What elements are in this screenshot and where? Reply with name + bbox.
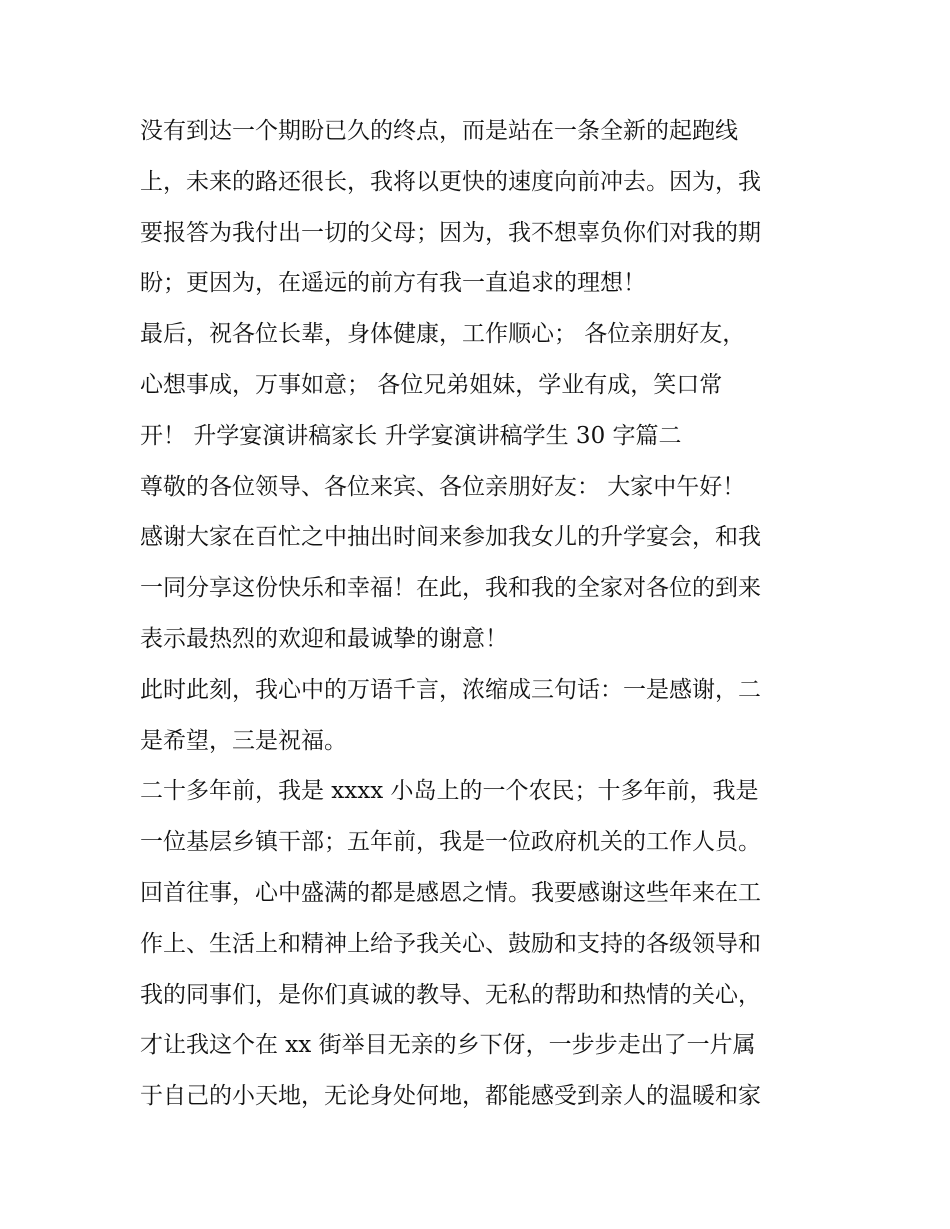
text-line: 是希望，三是祝福。 <box>140 727 347 754</box>
body-text <box>140 106 820 1122</box>
text-line: 上，未来的路还很长，我将以更快的速度向前冲去。因为，我 <box>140 168 761 195</box>
text-line: 此时此刻，我心中的万语千言，浓缩成三句话：一是感谢，二 <box>140 676 761 703</box>
text-line: 于自己的小天地，无论身处何地，都能感受到亲人的温暖和家 <box>140 1083 761 1110</box>
text-line: 没有到达一个期盼已久的终点，而是站在一条全新的起跑线 <box>140 118 738 144</box>
text-line: 尊敬的各位领导、各位来宾、各位亲朋好友： 大家中午好！ <box>140 473 746 500</box>
text-line: 作上、生活上和精神上给予我关心、鼓励和支持的各级领导和 <box>140 930 761 957</box>
text-line: 才让我这个在 xx 街举目无亲的乡下伢，一步步走出了一片属 <box>140 1032 756 1059</box>
text-line: 开！ 升学宴演讲稿家长 升学宴演讲稿学生 30 字篇二 <box>140 422 682 449</box>
text-line: 要报答为我付出一切的父母；因为，我不想辜负你们对我的期 <box>140 219 761 246</box>
text-line: 盼；更因为，在遥远的前方有我一直追求的理想！ <box>140 270 646 297</box>
text-line: 二十多年前，我是 xxxx 小岛上的一个农民；十多年前，我是 <box>140 778 759 805</box>
text-line: 心想事成，万事如意； 各位兄弟姐妹，学业有成，笑口常 <box>140 371 723 398</box>
text-line: 我的同事们，是你们真诚的教导、无私的帮助和热情的关心， <box>140 981 761 1008</box>
text-line: 回首往事，心中盛满的都是感恩之情。我要感谢这些年来在工 <box>140 879 761 906</box>
text-line: 最后，祝各位长辈，身体健康，工作顺心； 各位亲朋好友， <box>140 321 746 348</box>
text-line: 表示最热烈的欢迎和最诚挚的谢意！ <box>140 625 508 652</box>
text-line: 一同分享这份快乐和幸福！在此，我和我的全家对各位的到来 <box>140 575 761 602</box>
text-line: 一位基层乡镇干部；五年前，我是一位政府机关的工作人员。 <box>140 829 761 856</box>
text-line: 感谢大家在百忙之中抽出时间来参加我女儿的升学宴会，和我 <box>140 524 761 551</box>
